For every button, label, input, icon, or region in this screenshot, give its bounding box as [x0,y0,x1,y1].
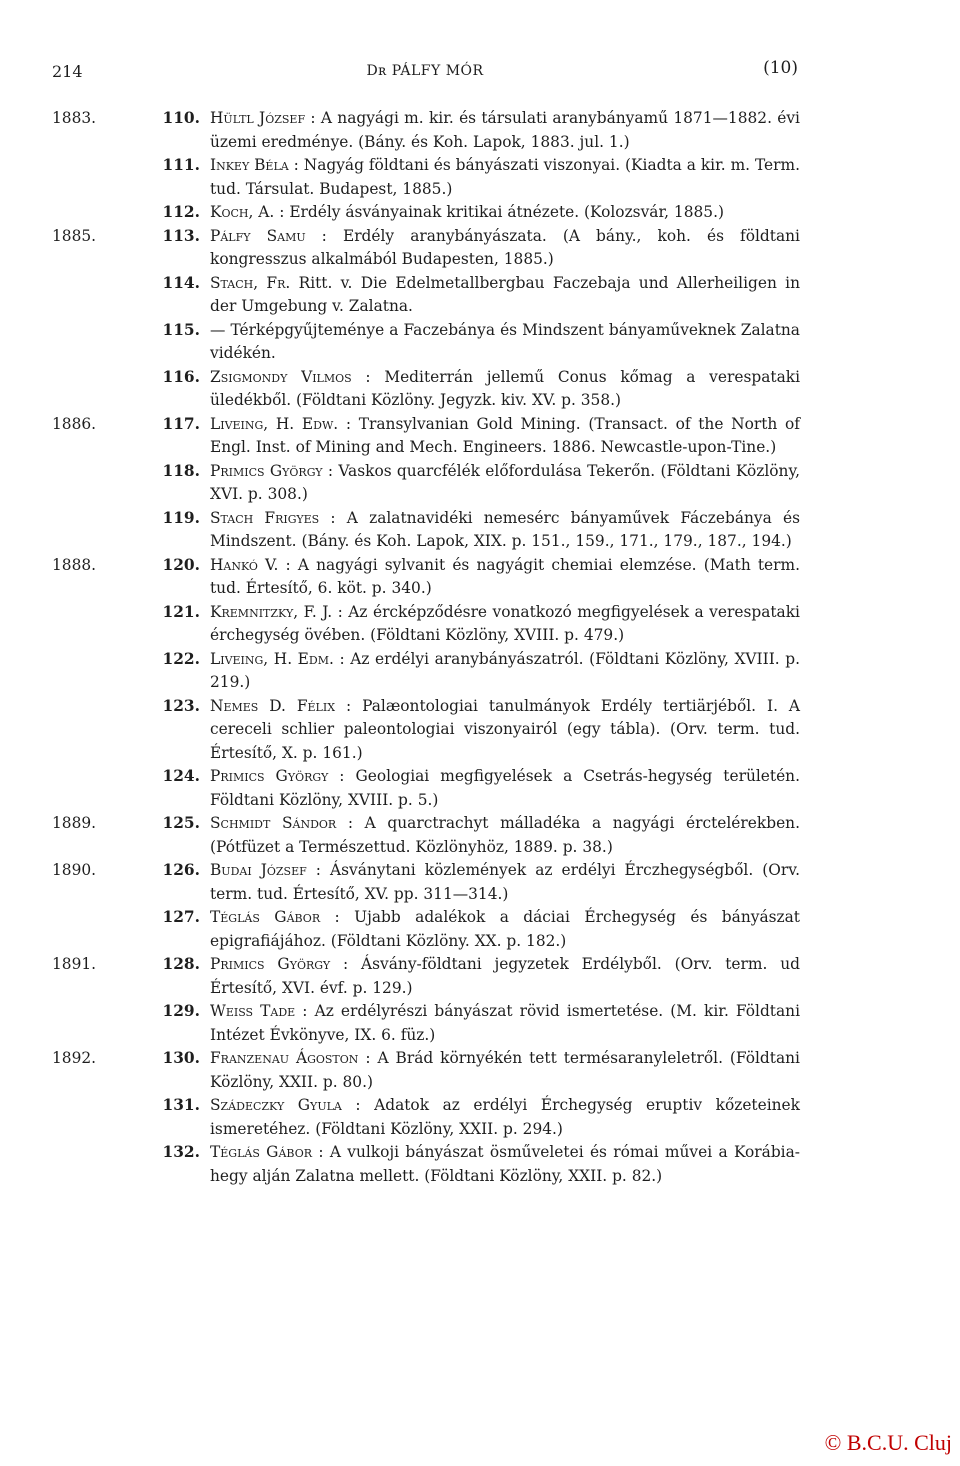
entry-author: Szádeczky Gyula : [210,1096,361,1114]
entry-body [210,1141,800,1188]
entry-body [210,507,800,554]
entry-text: Mediterrán jellemű Conus kőmag a verespataki üledékből. (Földtani Közlöny. Jegyzk. kiv. XV. p. 358.) [210,367,800,409]
entry-number: 112. [162,203,200,221]
bibliography-entry [52,107,800,154]
entry-text: A vulkoji bányászat ösműveletei és római művei a Korábia-hegy alján Zalatna mellett. (Földtani Közlöny, XXII. p. 82.) [210,1143,800,1185]
copyright-notice: © B.C.U. Cluj [824,1430,952,1455]
entry-number: 114. [162,273,200,292]
bibliography-entry [52,695,800,766]
entry-text: Vaskos quarcfélék előfordulása Tekerőn. (Földtani Közlöny, XVI. p. 308.) [210,461,800,503]
entry-body [210,201,800,225]
entry-body [210,953,800,1000]
entry-text: A nagyági m. kir. és társulati aranybányamű 1871—1882. évi üzemi eredménye. (Bány. és Koh. Lapok, 1883. jul. 1.) [210,109,800,151]
entry-author: Primics György : [210,955,349,973]
bibliography-entry [52,319,800,366]
entry-text: Ásvány-földtani jegyzetek Erdélyből. (Orv. term. ud Értesítő, XVI. évf. p. 129.) [210,955,800,997]
entry-text: Az erdélyrészi bányászat rövid ismertetése. (M. kir. Földtani Intézet Évkönyve, IX. 6. füz.) [210,1002,800,1044]
entry-body [210,601,800,648]
bibliography-entry [52,859,800,906]
entry-author: Liveing, H. Edw. : [210,414,352,433]
entry-author: — [210,320,226,339]
entry-body [210,272,800,319]
entry-author: Nemes D. Félix : [210,696,352,715]
entry-number: 126. [162,861,200,879]
bibliography-entry [52,601,800,648]
entry-number: 120. [162,555,200,574]
entry-author: Primics György : [210,461,334,480]
entry-author: Téglás Gábor : [210,1143,324,1161]
entry-number: 117. [162,414,200,433]
entry-author: Weiss Tade : [210,1002,308,1020]
entry-body [210,107,800,154]
bibliography-entry [52,953,800,1000]
entry-author: Schmidt Sándor : [210,814,354,832]
entry-number: 116. [162,367,200,386]
entry-body [210,812,800,859]
entry-author: Téglás Gábor : [210,908,340,926]
entry-text: A nagyági sylvanit és nagyágit chemiai elemzése. (Math term. tud. Értesítő, 6. köt. p. 340.) [210,555,800,597]
entry-number: 123. [162,696,200,715]
entry-number: 118. [162,461,200,480]
entry-number: 131. [162,1096,200,1114]
entry-body [210,225,800,272]
entry-body [210,554,800,601]
entry-number: 124. [162,767,200,785]
entry-body [210,1000,800,1047]
entry-text: Transylvanian Gold Mining. (Transact. of the North of Engl. Inst. of Mining and Mech. Engineers. 1886. Newcastle-upon-Tine.) [210,414,800,456]
entry-author: Pálfy Samu : [210,226,327,245]
entry-author: Kremnitzky, F. J. : [210,602,343,621]
entry-number: 110. [162,109,200,127]
bibliography-entry [52,1094,800,1141]
entry-text: Térképgyűjteménye a Faczebánya és Mindszent bányaműveknek Zalatna vidékén. [210,320,800,362]
bibliography-entry [52,507,800,554]
entry-body [210,765,800,812]
bibliography-entry [52,201,800,225]
entry-number: 128. [162,955,200,973]
bibliography-entry [52,765,800,812]
entry-year: 1889. [52,814,97,832]
entry-body [210,648,800,695]
entry-number: 113. [162,226,200,245]
entry-number: 119. [162,508,200,527]
entry-body [210,1094,800,1141]
entry-number: 132. [162,1143,200,1161]
entry-text: Ásványtani közlemények az erdélyi Érczhegységből. (Orv. term. tud. Értesítő, XV. pp. 311—314.) [210,861,800,903]
bibliography-entry [52,366,800,413]
entry-body [210,695,800,766]
entry-body [210,906,800,953]
bibliography-entry [52,906,800,953]
entry-year: 1890. [52,861,97,879]
entry-text: Erdély aranybányászata. (A bány., koh. és földtani kongresszus alkalmából Budapesten, 1885.) [210,226,800,268]
entry-text: A quarctrachyt málladéka a nagyági érctelérekben. (Pótfüzet a Természettud. Közlönyhöz, 1889. p. 38.) [210,814,800,856]
entry-year: 1891. [52,955,97,973]
entry-year: 1886. [52,414,97,433]
entry-number: 122. [162,649,200,668]
entry-number: 125. [162,814,200,832]
entry-text: Palæontologiai tanulmányok Erdély tertiärjéből. I. A cereceli schlier paleontologiai viszonyairól (egy tábla). (Orv. term. tud. Értesítő, X. p. 161.) [210,696,800,762]
entry-number: 130. [162,1049,200,1067]
entry-author: Franzenau Ágoston : [210,1049,371,1067]
entry-author: Zsigmondy Vilmos : [210,367,371,386]
bibliography-entry [52,1000,800,1047]
entry-author: Hankó V. : [210,555,291,574]
entry-body [210,319,800,366]
bibliography-entry [52,154,800,201]
entry-text: Ujabb adalékok a dáciai Érchegység és bányászat epigrafiájához. (Földtani Közlöny. XX. p. 182.) [210,908,800,950]
entry-body [210,859,800,906]
page-number: 214 [52,62,83,81]
entry-number: 111. [162,156,200,174]
entry-number: 127. [162,908,200,926]
bibliography-entry [52,272,800,319]
section-number: (10) [763,58,798,78]
entry-author: Primics György : [210,767,345,785]
entry-author: Inkey Béla : [210,156,299,174]
entry-author: Stach Frigyes : [210,508,336,527]
entry-body [210,1047,800,1094]
entry-text: Geologiai megfigyelések a Csetrás-hegység területén. Földtani Közlöny, XVIII. p. 5.) [210,767,800,809]
entry-body [210,154,800,201]
entry-number: 129. [162,1002,200,1020]
entry-text: A Brád környékén tett termésaranyleletről. (Földtani Közlöny, XXII. p. 80.) [210,1049,800,1091]
bibliography-entry [52,1047,800,1094]
bibliography-entry [52,413,800,460]
entry-author: Budai József : [210,861,321,879]
entry-body [210,460,800,507]
entry-body [210,413,800,460]
entry-author: Hültl József : [210,109,316,127]
entry-author: Koch, A. : [210,203,285,221]
entry-text: Adatok az erdélyi Érchegység eruptiv kőzeteinek ismeretéhez. (Földtani Közlöny, XXII. p. 294.) [210,1096,800,1138]
running-title: Dʀ PÁLFY MÓR [366,63,484,79]
entry-text: Ritt. v. Die Edelmetallbergbau Faczebaja und Allerheiligen in der Umgebung v. Zalatna. [210,273,801,315]
entry-text: Erdély ásványainak kritikai átnézete. (Kolozsvár, 1885.) [289,203,724,221]
entry-text: A zalatnavidéki nemesérc bányaművek Fáczebánya és Mindszent. (Bány. és Koh. Lapok, XIX. p. 151., 159., 171., 179., 187., 194.) [210,508,800,550]
bibliography-entry [52,1141,800,1188]
entry-number: 121. [162,602,200,621]
entry-text: Az erdélyi aranybányászatról. (Földtani Közlöny, XVIII. p. 219.) [210,649,800,691]
entry-text: Az ércképződésre vonatkozó megfigyelések a verespataki érchegység övében. (Földtani Közlöny, XVIII. p. 479.) [210,602,800,644]
entry-year: 1885. [52,226,97,245]
entry-year: 1888. [52,555,97,574]
bibliography-list [52,107,800,1188]
bibliography-entry [52,812,800,859]
page-header [52,58,798,84]
entry-body [210,366,800,413]
entry-number: 115. [162,320,200,339]
bibliography-entry [52,225,800,272]
entry-year: 1892. [52,1049,97,1067]
entry-year: 1883. [52,109,97,127]
entry-author: Liveing, H. Edm. : [210,649,345,668]
bibliography-entry [52,460,800,507]
entry-text: Nagyág földtani és bányászati viszonyai. (Kiadta a kir. m. Term. tud. Társulat. Budapest, 1885.) [210,156,800,198]
entry-author: Stach, Fr. [210,273,291,292]
bibliography-entry [52,648,800,695]
bibliography-entry [52,554,800,601]
